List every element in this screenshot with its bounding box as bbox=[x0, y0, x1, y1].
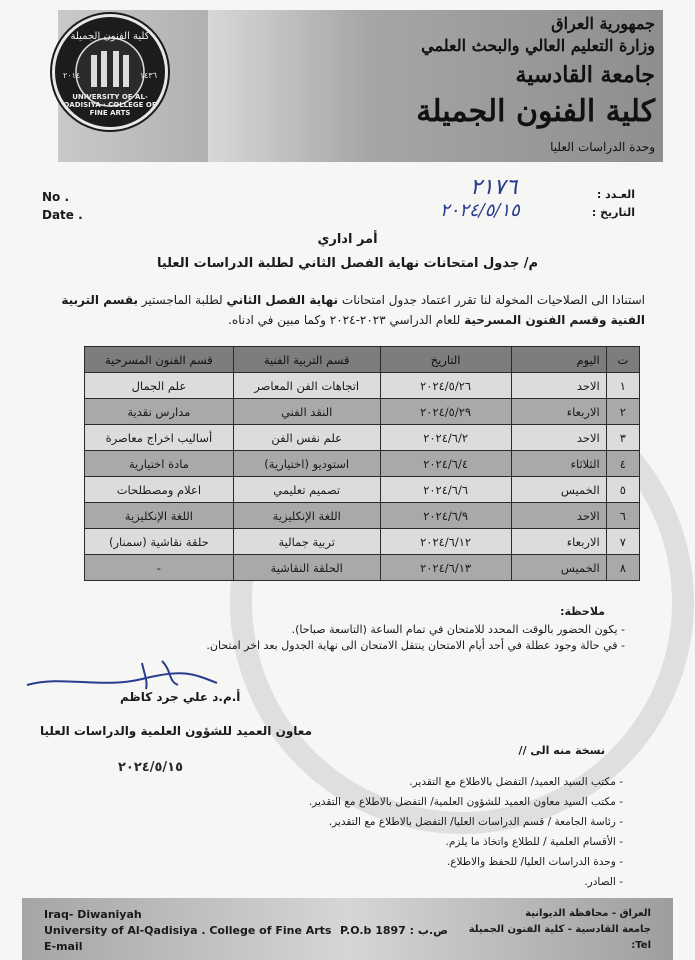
cell-theatre: اللغة الإنكليزية bbox=[85, 503, 234, 529]
cell-day: الخميس bbox=[511, 477, 606, 503]
header-cell: ت bbox=[606, 347, 639, 373]
list-item: - الصادر. bbox=[123, 872, 623, 892]
cell-date: ٢٠٢٤/٦/٤ bbox=[380, 451, 511, 477]
logo-arabic-text: كلية الفنون الجميلة bbox=[70, 31, 150, 42]
list-item: - مكتب السيد معاون العميد للشؤون العلمية/ التفضل بالاطلاع مع التقدير. bbox=[123, 792, 623, 812]
header-unit: وحدة الدراسات العليا bbox=[550, 140, 655, 154]
no-label: No . bbox=[42, 190, 70, 204]
list-item: - في حالة وجود عطلة في أحد أيام الامتحان ينتقل الامتحان الى نهاية الجدول بعد اخر امتحان. bbox=[65, 638, 625, 654]
cell-no: ٢ bbox=[606, 399, 639, 425]
list-item: - يكون الحضور بالوقت المحدد للامتحان في تمام الساعة (التاسعة صباحا). bbox=[65, 622, 625, 638]
cell-day: الاحد bbox=[511, 373, 606, 399]
cell-art-education: النقد الفني bbox=[233, 399, 380, 425]
cell-no: ٤ bbox=[606, 451, 639, 477]
cell-date: ٢٠٢٤/٦/١٢ bbox=[380, 529, 511, 555]
footer-location-ar: العراق - محافظة الديوانية bbox=[525, 908, 651, 919]
signatory-role: معاون العميد للشؤون العلمية والدراسات العليا bbox=[40, 724, 313, 738]
header-cell: التاريخ bbox=[380, 347, 511, 373]
header-college: كلية الفنون الجميلة bbox=[416, 94, 655, 129]
date-label: Date . bbox=[42, 208, 83, 222]
cell-day: الاربعاء bbox=[511, 399, 606, 425]
cell-no: ٣ bbox=[606, 425, 639, 451]
cell-date: ٢٠٢٤/٥/٢٩ bbox=[380, 399, 511, 425]
list-item: - وحدة الدراسات العليا/ للحفظ والاطلاع. bbox=[123, 852, 623, 872]
list-item: - مكتب السيد العميد/ التفضل بالاطلاع مع التقدير. bbox=[123, 772, 623, 792]
cell-no: ٧ bbox=[606, 529, 639, 555]
cell-art-education: اللغة الإنكليزية bbox=[233, 503, 380, 529]
cell-day: الاحد bbox=[511, 425, 606, 451]
cell-date: ٢٠٢٤/٦/١٣ bbox=[380, 555, 511, 581]
header-university: جامعة القادسية bbox=[515, 62, 655, 88]
cell-art-education: تربية جمالية bbox=[233, 529, 380, 555]
notes-title: ملاحظة: bbox=[560, 605, 605, 618]
cell-date: ٢٠٢٤/٦/٢ bbox=[380, 425, 511, 451]
cell-theatre: أساليب اخراج معاصرة bbox=[85, 425, 234, 451]
header-republic: جمهورية العراق bbox=[551, 14, 655, 33]
cell-theatre: علم الجمال bbox=[85, 373, 234, 399]
intro-part2: نهاية الفصل الثاني bbox=[226, 293, 339, 307]
table-row bbox=[85, 477, 640, 503]
cell-day: الثلاثاء bbox=[511, 451, 606, 477]
cell-art-education: استوديو (اختيارية) bbox=[233, 451, 380, 477]
cell-day: الخميس bbox=[511, 555, 606, 581]
table-header-row bbox=[85, 347, 640, 373]
header-ministry: وزارة التعليم العالي والبحث العلمي bbox=[421, 36, 655, 55]
cell-date: ٢٠٢٤/٦/٦ bbox=[380, 477, 511, 503]
notes-list bbox=[65, 622, 625, 654]
cell-date: ٢٠٢٤/٥/٢٦ bbox=[380, 373, 511, 399]
cell-theatre: اعلام ومصطلحات bbox=[85, 477, 234, 503]
cell-date: ٢٠٢٤/٦/٩ bbox=[380, 503, 511, 529]
copies-title: نسخة منه الى // bbox=[518, 744, 605, 757]
subject-title: م/ جدول امتحانات نهاية الفصل الثاني لطلبة الدراسات العليا bbox=[156, 256, 539, 271]
cell-theatre: مدارس نقدية bbox=[85, 399, 234, 425]
table-row bbox=[85, 451, 640, 477]
date-label-ar: التاريخ : bbox=[591, 206, 635, 219]
logo-english-text: UNIVERSITY OF AL-QADISIYA · COLLEGE OF FINE ARTS bbox=[63, 93, 157, 117]
cell-art-education: تصميم تعليمي bbox=[233, 477, 380, 503]
header-cell: اليوم bbox=[511, 347, 606, 373]
college-logo bbox=[52, 14, 168, 130]
list-item: - رئاسة الجامعة / قسم الدراسات العليا/ التفضل بالاطلاع مع التقدير. bbox=[123, 812, 623, 832]
signatory-name: أ.م.د علي جرد كاظم bbox=[120, 690, 241, 704]
intro-paragraph bbox=[60, 290, 645, 330]
cell-no: ٥ bbox=[606, 477, 639, 503]
logo-year-left: ٢٠١٤ bbox=[63, 71, 81, 80]
cell-day: الاربعاء bbox=[511, 529, 606, 555]
intro-part1: استنادا الى الصلاحيات المخولة لنا تقرر اعتماد جدول امتحانات bbox=[338, 293, 645, 307]
cell-no: ٨ bbox=[606, 555, 639, 581]
table-row bbox=[85, 555, 640, 581]
list-item: - الأقسام العلمية / للطلاع واتخاذ ما يلزم. bbox=[123, 832, 623, 852]
intro-part4: بقسم التربية الفنية وقسم الفنون المسرحية bbox=[61, 293, 645, 327]
footer-university-en: University of Al-Qadisiya . College of Fine Arts bbox=[44, 924, 332, 937]
header-cell: قسم الفنون المسرحية bbox=[85, 347, 234, 373]
cell-theatre: - bbox=[85, 555, 234, 581]
table-row bbox=[85, 529, 640, 555]
order-title: أمر اداري bbox=[317, 232, 378, 247]
footer-university-ar: جامعة القادسية - كلية الفنون الجميلة bbox=[468, 924, 651, 935]
footer-email-label: E-mail bbox=[44, 940, 83, 953]
cell-theatre: حلقة نقاشية (سمنار) bbox=[85, 529, 234, 555]
table-row bbox=[85, 373, 640, 399]
table-row bbox=[85, 503, 640, 529]
copies-list bbox=[123, 772, 623, 892]
table-row bbox=[85, 425, 640, 451]
table-row bbox=[85, 399, 640, 425]
cell-no: ١ bbox=[606, 373, 639, 399]
cell-no: ٦ bbox=[606, 503, 639, 529]
footer-pobox: P.O.b 1897 : ص.ب bbox=[340, 924, 448, 937]
signature-icon bbox=[22, 655, 222, 695]
footer-tel-label: Tel: bbox=[631, 940, 651, 951]
handwritten-number: ٢١٧٦ bbox=[470, 175, 518, 200]
signature-date: ٢٠٢٤/٥/١٥ bbox=[118, 760, 184, 775]
cell-art-education: اتجاهات الفن المعاصر bbox=[233, 373, 380, 399]
intro-part3: لطلبة الماجستير bbox=[137, 293, 227, 307]
cell-theatre: مادة اختيارية bbox=[85, 451, 234, 477]
letterhead-footer bbox=[22, 898, 673, 960]
exam-schedule-table bbox=[84, 346, 640, 581]
footer-location-en: Iraq- Diwaniyah bbox=[44, 908, 142, 921]
intro-part5: للعام الدراسي ٢٠٢٣-٢٠٢٤ وكما مبين في ادناه. bbox=[228, 313, 465, 327]
cell-day: الاحد bbox=[511, 503, 606, 529]
cell-art-education: الحلقة النقاشية bbox=[233, 555, 380, 581]
handwritten-date: ٢٠٢٤/٥/١٥ bbox=[440, 200, 520, 221]
number-label-ar: العـدد : bbox=[596, 188, 635, 201]
header-cell: قسم التربية الفنية bbox=[233, 347, 380, 373]
logo-year-right: ١٤٣٦ bbox=[139, 71, 157, 80]
cell-art-education: علم نفس الفن bbox=[233, 425, 380, 451]
